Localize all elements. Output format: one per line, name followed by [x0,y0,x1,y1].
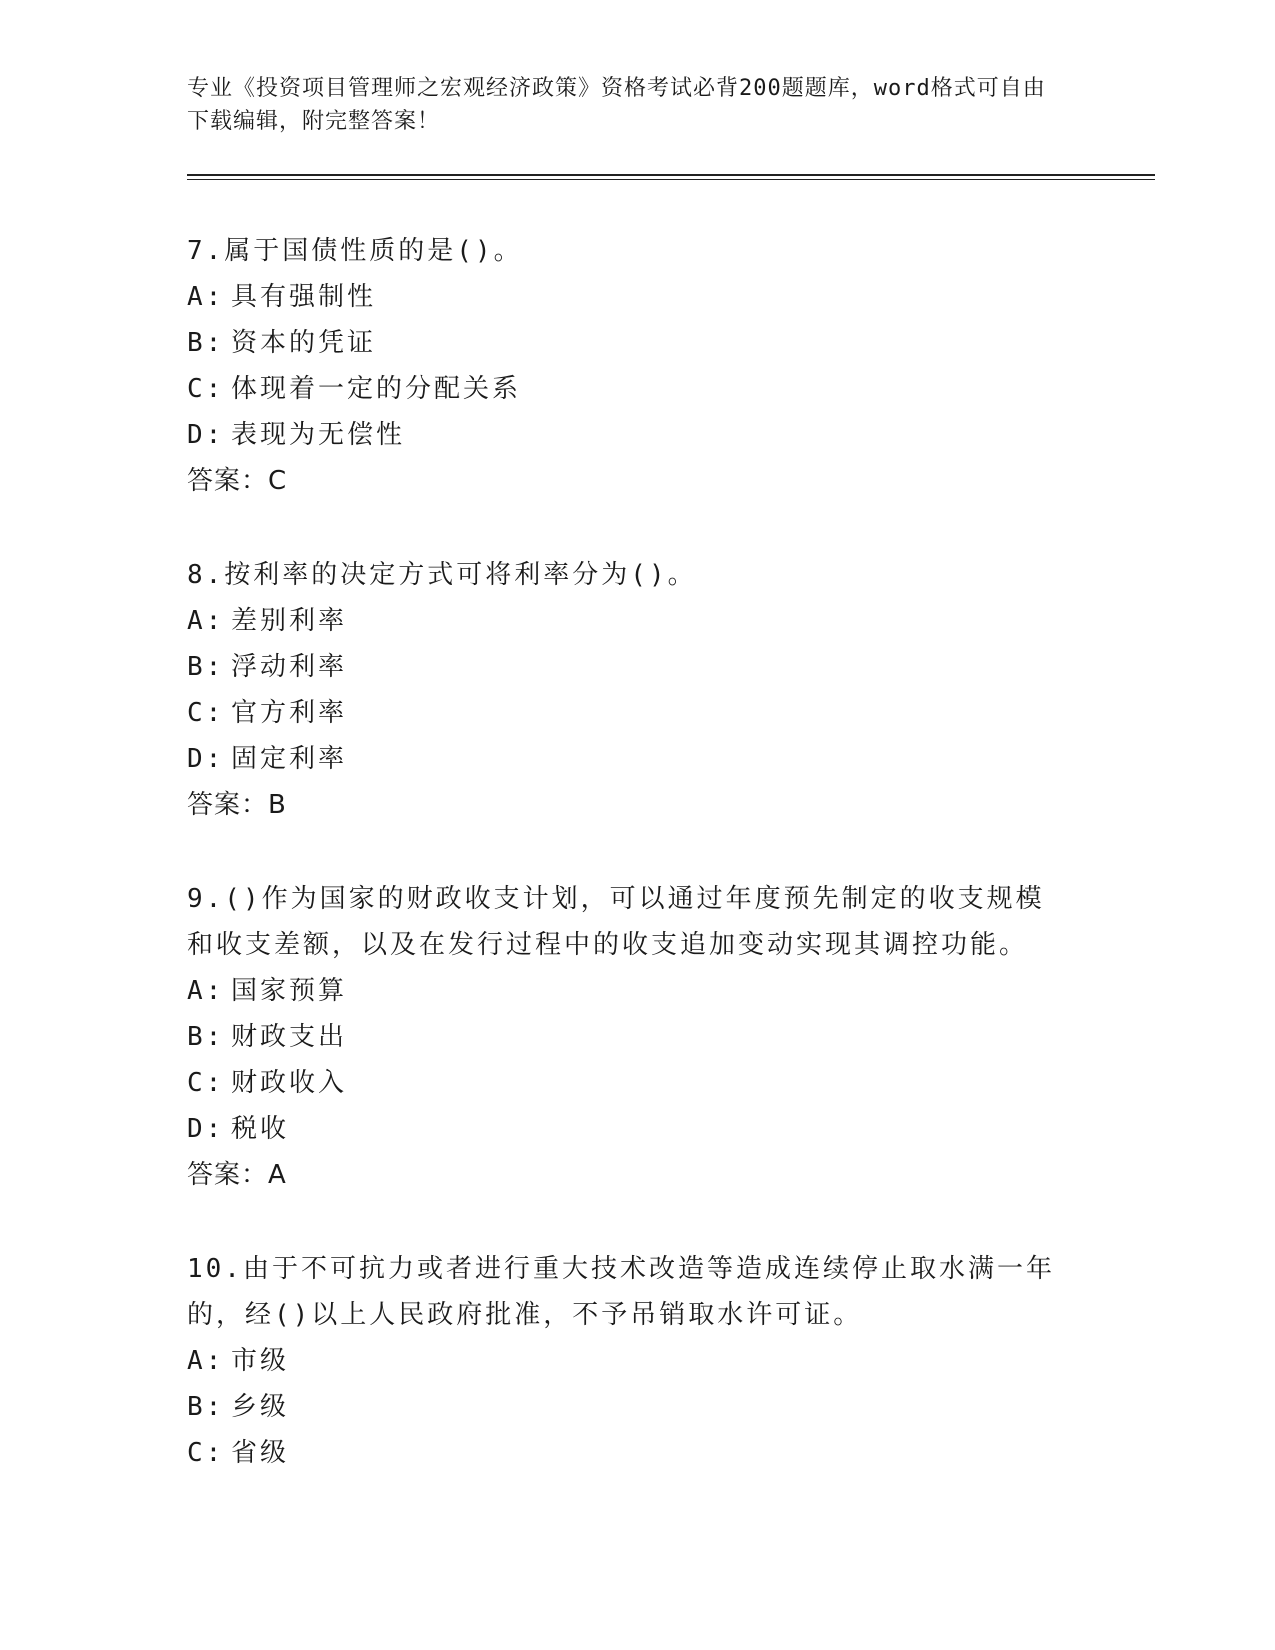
option-c [187,366,1155,412]
option-letter: A: [187,1346,225,1376]
answer-line: 答案：B [187,790,287,820]
option-letter: A: [187,282,225,312]
option-letter: A: [187,606,225,636]
option-letter: D: [187,744,225,774]
option-c [187,690,1155,736]
question-10 [187,1246,1155,1476]
option-d [187,1106,1155,1152]
option-a [187,1338,1155,1384]
option-text: 官方利率 [231,698,348,728]
question-9 [187,876,1155,1198]
question-7 [187,228,1155,504]
option-text: 具有强制性 [231,282,377,312]
question-stem: 7.属于国债性质的是()。 [187,236,523,266]
document-page [187,72,1155,1476]
option-text: 财政支出 [231,1022,348,1052]
option-letter: C: [187,374,225,404]
header-divider [187,174,1155,180]
option-letter: D: [187,1114,225,1144]
option-letter: C: [187,698,225,728]
option-letter: D: [187,420,225,450]
option-text: 差别利率 [231,606,348,636]
question-stem: 8.按利率的决定方式可将利率分为()。 [187,560,697,590]
option-letter: B: [187,652,225,682]
question-8 [187,552,1155,828]
option-b [187,644,1155,690]
option-text: 浮动利率 [231,652,348,682]
answer-line: 答案：A [187,1160,287,1190]
option-text: 体现着一定的分配关系 [231,374,522,404]
option-b [187,1014,1155,1060]
option-letter: C: [187,1438,225,1468]
document-header: 专业《投资项目管理师之宏观经济政策》资格考试必背200题题库，word格式可自由下载编辑，附完整答案！ [187,76,1046,134]
option-letter: B: [187,1392,225,1422]
option-letter: B: [187,1022,225,1052]
option-text: 表现为无偿性 [231,420,406,450]
option-letter: B: [187,328,225,358]
option-text: 乡级 [231,1392,290,1422]
option-a [187,968,1155,1014]
option-b [187,1384,1155,1430]
answer-line: 答案：C [187,466,288,496]
option-letter: A: [187,976,225,1006]
option-text: 资本的凭证 [231,328,377,358]
option-text: 省级 [231,1438,290,1468]
question-stem: 10.由于不可抗力或者进行重大技术改造等造成连续停止取水满一年的，经()以上人民政府批准，不予吊销取水许可证。 [187,1254,1055,1330]
option-c [187,1060,1155,1106]
option-text: 税收 [231,1114,290,1144]
option-text: 固定利率 [231,744,348,774]
option-text: 财政收入 [231,1068,348,1098]
question-stem: 9.()作为国家的财政收支计划，可以通过年度预先制定的收支规模和收支差额，以及在发行过程中的收支追加变动实现其调控功能。 [187,884,1045,960]
option-d [187,736,1155,782]
option-text: 国家预算 [231,976,348,1006]
option-letter: C: [187,1068,225,1098]
option-a [187,598,1155,644]
option-b [187,320,1155,366]
option-text: 市级 [231,1346,290,1376]
option-d [187,412,1155,458]
option-c [187,1430,1155,1476]
option-a [187,274,1155,320]
